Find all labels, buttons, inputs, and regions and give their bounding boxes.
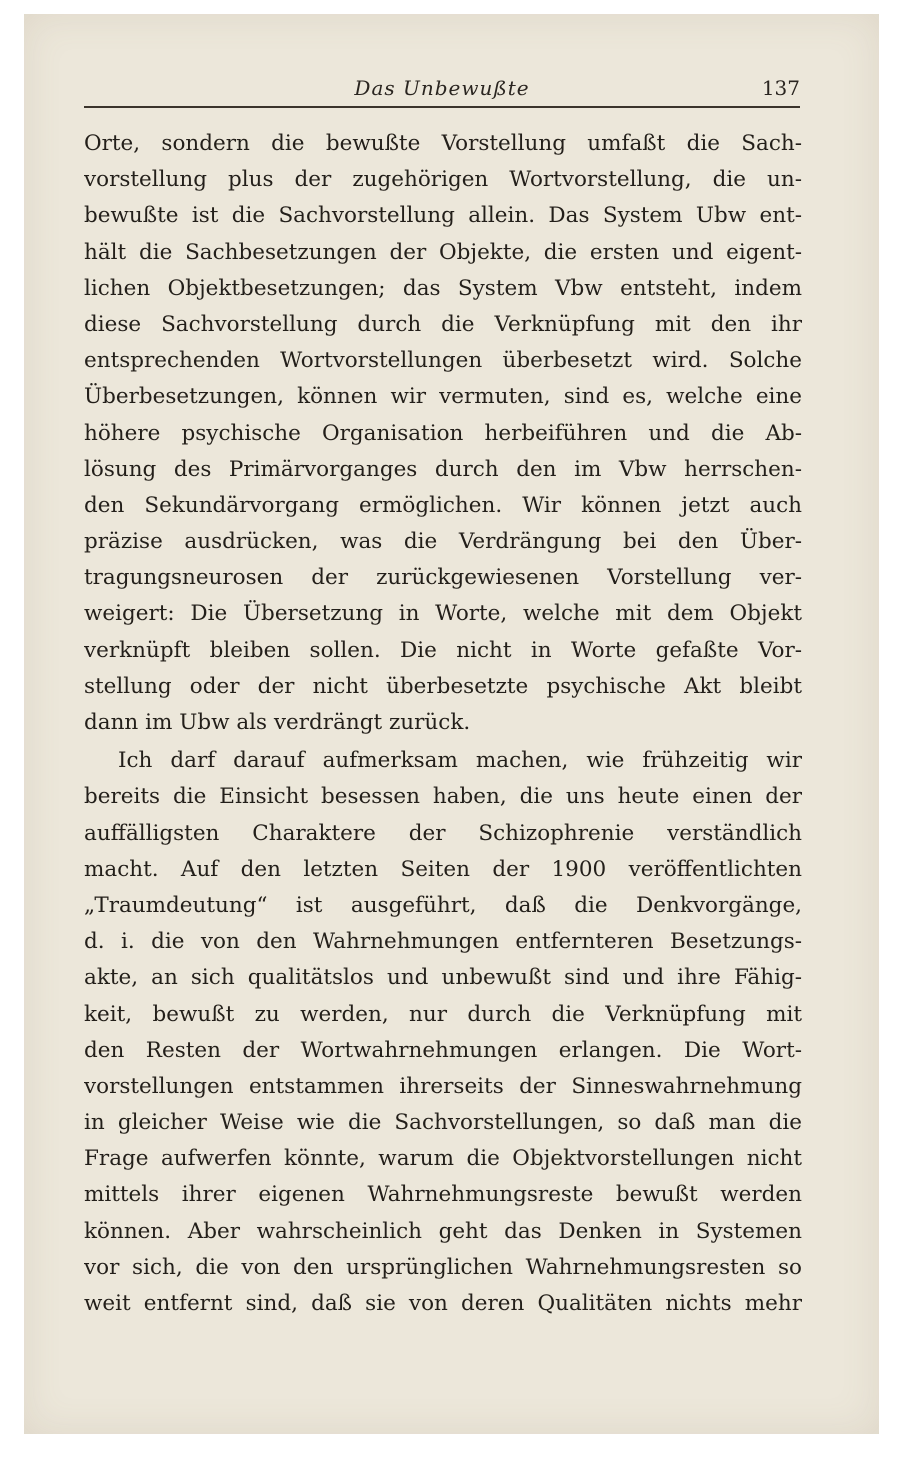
text-line: Überbesetzungen, können wir vermuten, sind es, welche eine <box>84 384 802 410</box>
text-line: diese Sachvorstellung durch die Verknüpfung mit den ihr <box>84 311 802 337</box>
text-line: verknüpft bleiben sollen. Die nicht in Worte gefaßte Vor- <box>84 637 802 663</box>
text-line: hält die Sachbesetzungen der Objekte, die ersten und eigent- <box>84 239 802 265</box>
text-line: auffälligsten Charaktere der Schizophrenie verständlich <box>84 820 802 846</box>
text-line: akte, an sich qualitätslos und unbewußt sind und ihre Fähig- <box>84 965 802 991</box>
text-line: weigert: Die Übersetzung in Worte, welche mit dem Objekt <box>84 601 802 627</box>
text-line: mittels ihrer eigenen Wahrnehmungsreste bewußt werden <box>84 1182 802 1208</box>
paragraph <box>84 126 802 741</box>
text-line: den Resten der Wortwahrnehmungen erlangen. Die Wort- <box>84 1037 802 1063</box>
text-line: „Traumdeutung“ ist ausgeführt, daß die Denkvorgänge, <box>84 892 802 918</box>
text-line: keit, bewußt zu werden, nur durch die Verknüpfung mit <box>84 1001 802 1027</box>
text-line: bereits die Einsicht besessen haben, die uns heute einen der <box>84 784 802 810</box>
page-number: 137 <box>761 76 800 100</box>
text-line: vorstellungen entstammen ihrerseits der Sinneswahrnehmung <box>84 1073 802 1099</box>
running-title: Das Unbewußte <box>354 76 530 100</box>
header-rule <box>84 106 800 108</box>
text-line: Ich darf darauf aufmerksam machen, wie frühzeitig wir <box>118 748 802 774</box>
text-line: vor sich, die von den ursprünglichen Wahrnehmungsresten so <box>84 1254 802 1280</box>
text-line: lösung des Primärvorganges durch den im Vbw herrschen- <box>84 456 802 482</box>
text-line: können. Aber wahrscheinlich geht das Denken in Systemen <box>84 1218 802 1244</box>
paragraph <box>84 743 802 1322</box>
text-line: Orte, sondern die bewußte Vorstellung umfaßt die Sach- <box>84 131 802 156</box>
text-line: tragungsneurosen der zurückgewiesenen Vorstellung ver- <box>84 565 802 591</box>
text-line: stellung oder der nicht überbesetzte psychische Akt bleibt <box>84 673 802 699</box>
text-line: präzise ausdrücken, was die Verdrängung bei den Über- <box>84 529 802 555</box>
text-line: den Sekundärvorgang ermöglichen. Wir können jetzt auch <box>84 492 802 518</box>
text-line: dann im Ubw als verdrängt zurück. <box>84 710 471 735</box>
text-line: bewußte ist die Sachvorstellung allein. Das System Ubw ent- <box>84 203 802 229</box>
text-line: Frage aufwerfen könnte, warum die Objektvorstellungen nicht <box>84 1146 802 1172</box>
text-line: vorstellung plus der zugehörigen Wortvorstellung, die un- <box>84 167 802 193</box>
text-line: lichen Objektbesetzungen; das System Vbw entsteht, indem <box>84 275 802 301</box>
text-line: entsprechenden Wortvorstellungen überbesetzt wird. Solche <box>84 348 802 374</box>
text-line: weit entfernt sind, daß sie von deren Qualitäten nichts mehr <box>84 1291 802 1316</box>
page-header <box>84 74 800 104</box>
text-line: d. i. die von den Wahrnehmungen entfernteren Besetzungs- <box>84 929 802 955</box>
body-text <box>84 126 802 1322</box>
text-line: höhere psychische Organisation herbeiführen und die Ab- <box>84 420 802 446</box>
text-line: in gleicher Weise wie die Sachvorstellungen, so daß man die <box>84 1110 802 1136</box>
text-line: macht. Auf den letzten Seiten der 1900 veröffentlichten <box>84 856 802 882</box>
